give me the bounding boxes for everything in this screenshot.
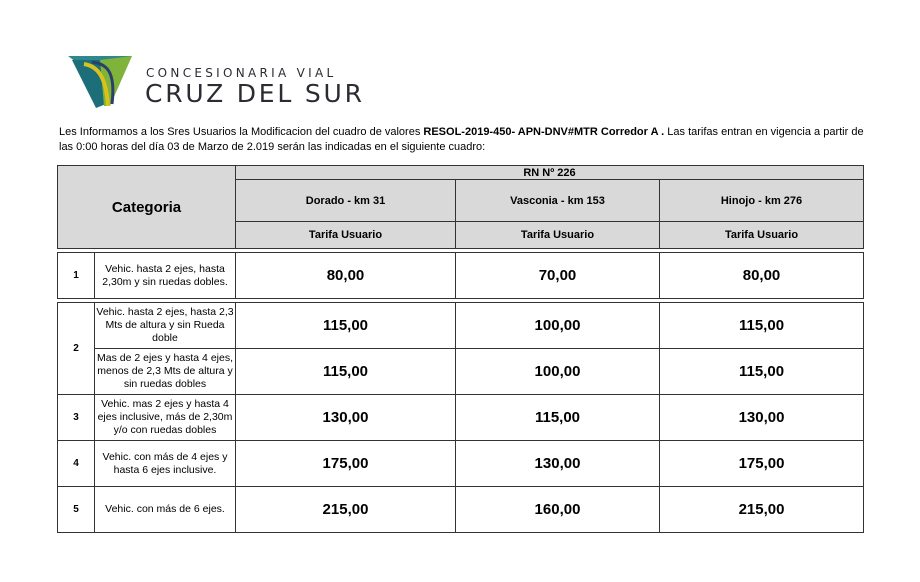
price-vasconia: 160,00: [456, 487, 660, 533]
price-dorado: 115,00: [236, 303, 456, 349]
table-row: [58, 253, 864, 299]
logo-subtitle: CONCESIONARIA VIAL: [146, 66, 337, 80]
category-number: 5: [58, 487, 95, 533]
price-hinojo: 115,00: [660, 349, 864, 395]
intro-paragraph: [59, 125, 869, 155]
price-vasconia: 70,00: [456, 253, 660, 299]
tariff-table: [57, 165, 864, 533]
location-header-dorado: Dorado - km 31: [236, 180, 456, 222]
category-description: [95, 395, 236, 441]
table-row: [58, 441, 864, 487]
category-header: Categoria: [58, 166, 236, 249]
price-dorado: 80,00: [236, 253, 456, 299]
intro-text-end: Las tarifas entran en vigencia a partir de las 0:00 horas del día 03 de Marzo de 2.019 serán las indicadas en el siguiente cuadro:: [59, 126, 864, 153]
table-row: [58, 395, 864, 441]
category-description: Vehic. con más de 6 ejes.: [95, 487, 236, 533]
category-description: Vehic. con más de 4 ejes y hasta 6 ejes inclusive.: [95, 441, 236, 487]
table-row: [58, 487, 864, 533]
table-row: [58, 303, 864, 349]
category-number: 4: [58, 441, 95, 487]
price-hinojo: 175,00: [660, 441, 864, 487]
intro-text-start: Les Informamos a los Sres Usuarios la Modificacion del cuadro de valores: [59, 126, 424, 138]
category-number: 1: [58, 253, 95, 299]
price-hinojo: 130,00: [660, 395, 864, 441]
price-vasconia: 130,00: [456, 441, 660, 487]
logo-mark-icon: [66, 50, 136, 110]
price-dorado: 115,00: [236, 349, 456, 395]
logo-title: CRUZ DEL SUR: [145, 79, 365, 108]
price-hinojo: 215,00: [660, 487, 864, 533]
price-dorado: 130,00: [236, 395, 456, 441]
table-row: [58, 349, 864, 395]
price-vasconia: 100,00: [456, 303, 660, 349]
location-header-vasconia: Vasconia - km 153: [456, 180, 660, 222]
category-description: Vehic. hasta 2 ejes, hasta 2,3 Mts de altura y sin Rueda doble: [95, 303, 236, 349]
price-vasconia: 100,00: [456, 349, 660, 395]
category-number: 2: [58, 303, 95, 395]
location-header-hinojo: Hinojo - km 276: [660, 180, 864, 222]
price-hinojo: 115,00: [660, 303, 864, 349]
tarifa-header-hinojo: Tarifa Usuario: [660, 222, 864, 249]
price-hinojo: 80,00: [660, 253, 864, 299]
category-description: Mas de 2 ejes y hasta 4 ejes, menos de 2,3 Mts de altura y sin ruedas dobles: [95, 349, 236, 395]
price-dorado: 215,00: [236, 487, 456, 533]
category-description-text: Vehic. mas 2 ejes y hasta 4 ejes inclusive, más de 2,30m y/o con ruedas dobles: [97, 398, 233, 436]
company-logo: [66, 50, 366, 112]
tarifa-header-vasconia: Tarifa Usuario: [456, 222, 660, 249]
price-vasconia: 115,00: [456, 395, 660, 441]
tarifa-header-dorado: Tarifa Usuario: [236, 222, 456, 249]
price-dorado: 175,00: [236, 441, 456, 487]
route-header: RN Nº 226: [236, 166, 864, 180]
category-description: Vehic. hasta 2 ejes, hasta 2,30m y sin ruedas dobles.: [95, 253, 236, 299]
category-number: 3: [58, 395, 95, 441]
resolution-reference: RESOL-2019-450- APN-DNV#MTR Corredor A .: [423, 126, 665, 138]
